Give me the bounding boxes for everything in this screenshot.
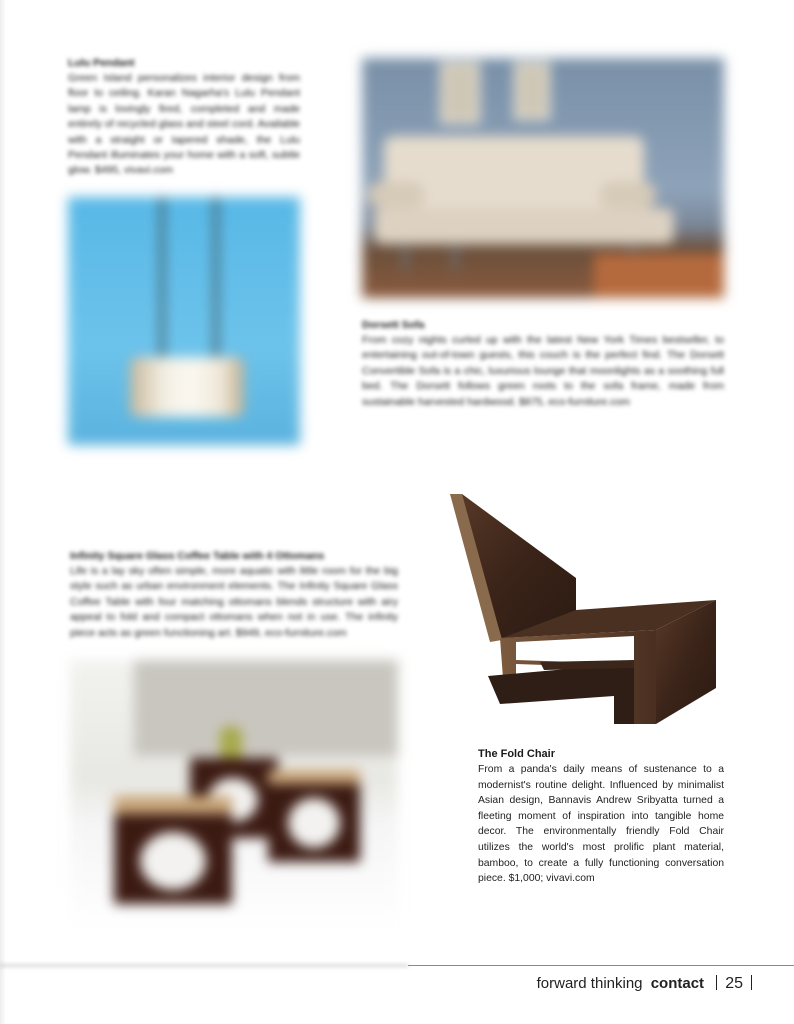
footer-section: contact: [650, 975, 705, 992]
sofa-leg: [452, 244, 458, 270]
sofa-article: [362, 318, 724, 410]
page-footer: [537, 975, 760, 993]
lulu-pendant-article: [68, 56, 300, 179]
wall-art-frame: [514, 62, 550, 120]
fold-chair-title: The Fold Chair: [478, 748, 555, 760]
side-table: [594, 254, 724, 298]
sofa-seat: [374, 208, 674, 244]
footer-separator: [751, 975, 752, 990]
sofa-leg: [402, 244, 408, 270]
footer-rule-right: [408, 965, 794, 966]
footer-tagline: forward thinking: [536, 975, 643, 992]
fold-chair-photo: [444, 492, 722, 728]
pendant-lamp-photo: [68, 197, 300, 445]
sofa-title: Dorsett Sofa: [362, 319, 425, 331]
page-number: 25: [725, 975, 743, 992]
infinity-table-body: Life is a lay sky often simple, more aquatic with little room for the big style such as urban environment elements. The Infinity Square Glass Coffee Table with four matching ottomans blends structure with airy appeal to fold and compact ottomans when not in use. The infinity piece acts as green functioning art. $949, eco-furniture.com: [70, 565, 398, 639]
infinity-table-title: Infinity Square Glass Coffee Table with 4 Ottomans: [70, 550, 325, 562]
wall-art-frame: [440, 62, 480, 124]
pendant-shade: [130, 357, 244, 417]
lulu-pendant-title: Lulu Pendant: [68, 57, 135, 69]
footer-separator: [716, 975, 717, 990]
coffee-table-photo: [70, 660, 398, 930]
background-wall: [134, 660, 398, 756]
sofa-arm: [600, 182, 656, 208]
lulu-pendant-body: Green Island personalizes interior design from floor to ceiling. Karan Nagarha's Lulu Pendant lamp is lovingly fired, completed and made entirely of recycled glass and steel cord. Available with a straight or tapered shade, the Lulu Pendant illuminates your home with a soft, subtle glow. $495, vivavi.com: [68, 72, 300, 177]
pendant-wire: [160, 197, 164, 369]
infinity-table-article: [70, 549, 398, 641]
sofa-body: From cozy nights curled up with the latest New York Times bestseller, to entertaining out-of-town guests, this couch is the perfect find. The Dorsett Convertible Sofa is a chic, luxurious lounge that moonlights as a soothing full bed. The Dorsett follows green roots to the sofa frame, made from sustainable harvested hardwood. $875, eco-furniture.com: [362, 334, 724, 408]
page-edge-shadow: [0, 0, 6, 1024]
fold-chair-illustration: [444, 492, 722, 728]
ottoman-cube: [268, 770, 360, 862]
fold-chair-article: [478, 747, 724, 887]
pendant-wire: [214, 197, 218, 369]
footer-rule-left: [0, 965, 408, 966]
fold-chair-body: From a panda's daily means of sustenance to a modernist's routine delight. Influenced by minimalist Asian design, Bannavis Andrew Sribyatta turned a fleeting moment of inspiration into tangible home decor. The environmentally friendly Fold Chair utilizes the world's most prolific plant material, bamboo, to create a fully functioning conversation piece. $1,000; vivavi.com: [478, 764, 724, 885]
sofa-photo: [362, 58, 724, 298]
sofa-arm: [368, 182, 424, 208]
ottoman-cube: [114, 796, 232, 904]
